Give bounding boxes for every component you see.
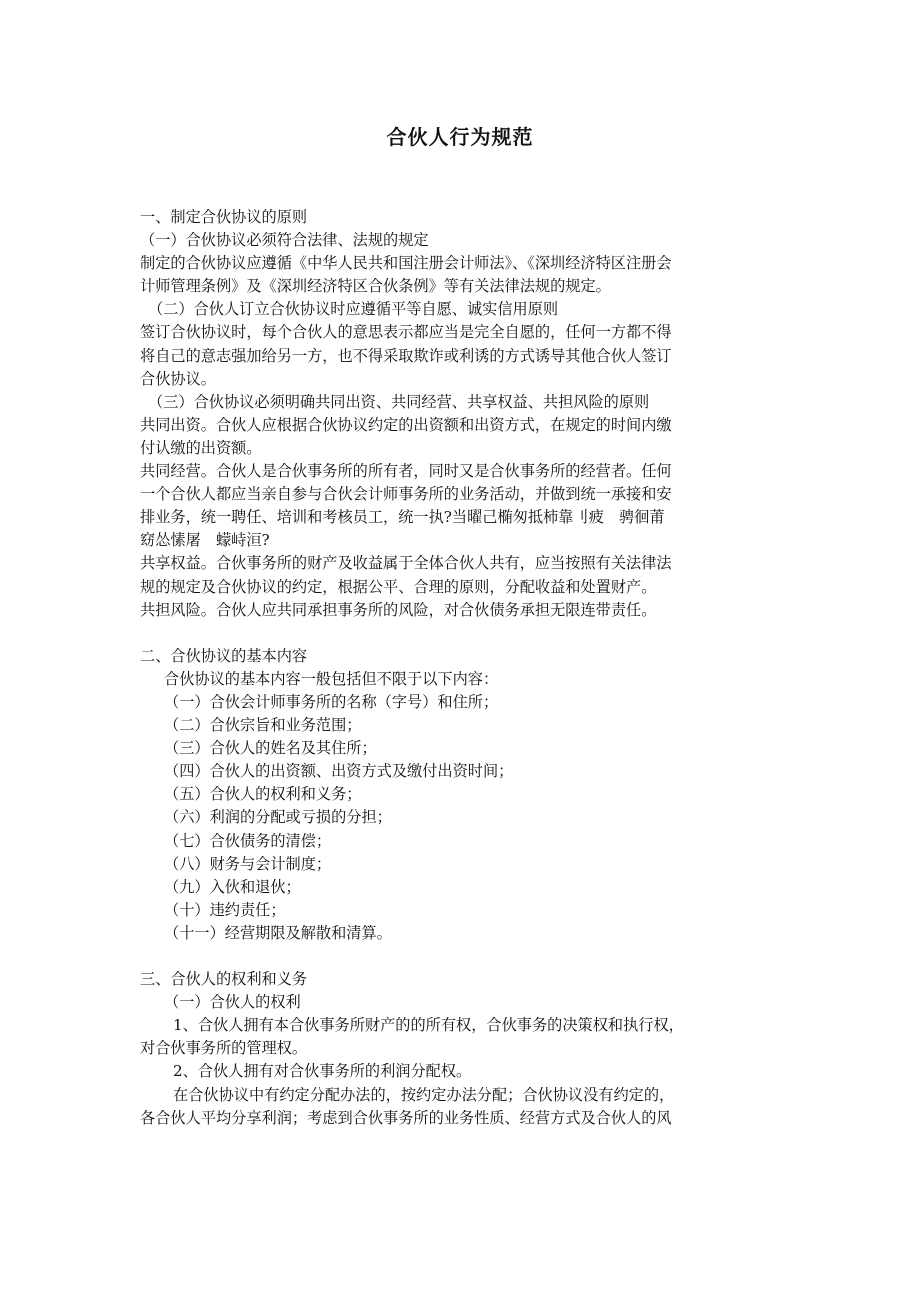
list-item: （二）合伙宗旨和业务范围；: [164, 716, 362, 735]
list-item: （九）入伙和退伙；: [164, 877, 301, 896]
subheading: （一）合伙协议必须符合法律、法规的规定: [140, 231, 429, 250]
paragraph-line: 计师管理条例》及《深圳经济特区合伙条例》等有关法律法规的规定。: [140, 277, 611, 296]
paragraph-line: 规的规定及合伙协议的约定，根据公平、合理的原则，分配收益和处置财产。: [140, 577, 657, 596]
paragraph-line: 签订合伙协议时，每个合伙人的意思表示都应当是完全自愿的，任何一方都不得: [140, 323, 672, 342]
paragraph-line: 2、合伙人拥有对合伙事务所的利润分配权。: [173, 1062, 472, 1081]
paragraph-line: 制定的合伙协议应遵循《中华人民共和国注册会计师法》、《深圳经济特区注册会: [140, 254, 672, 273]
paragraph-line: 各合伙人平均分享利润；考虑到合伙事务所的业务性质、经营方式及合伙人的风: [140, 1108, 672, 1127]
list-item: （八）财务与会计制度；: [164, 854, 332, 873]
paragraph-line: 一个合伙人都应当亲自参与合伙会计师事务所的业务活动，并做到统一承接和安: [140, 485, 672, 504]
paragraph-line: 合伙协议。: [140, 369, 216, 388]
section-heading-3: 三、合伙人的权利和义务: [140, 970, 308, 989]
paragraph-line: 共同经营。合伙人是合伙事务所的所有者，同时又是合伙事务所的经营者。任何: [140, 462, 672, 481]
list-item: （六）利润的分配或亏损的分担；: [164, 808, 392, 827]
paragraph-line: 共担风险。合伙人应共同承担事务所的风险，对合伙债务承担无限连带责任。: [140, 600, 657, 619]
document-title: 合伙人行为规范: [386, 125, 534, 149]
list-item: （五）合伙人的权利和义务；: [164, 785, 362, 804]
paragraph-line: 在合伙协议中有约定分配办法的，按约定办法分配；合伙协议没有约定的，: [173, 1085, 675, 1104]
list-item: （七）合伙债务的清偿；: [164, 831, 332, 850]
paragraph-line: 合伙协议的基本内容一般包括但不限于以下内容：: [164, 669, 499, 688]
document-body: [140, 206, 790, 1130]
paragraph-line: 窈怂愫屠 蠓峙洹?: [140, 531, 270, 550]
list-item: （十一）经营期限及解散和清算。: [164, 923, 392, 942]
paragraph-line: 1、合伙人拥有本合伙事务所财产的的所有权，合伙事务的决策权和执行权，: [173, 1016, 684, 1035]
paragraph-line: 共同出资。合伙人应根据合伙协议约定的出资额和出资方式，在规定的时间内缴: [140, 415, 672, 434]
paragraph-line: 付认缴的出资额。: [140, 438, 262, 457]
paragraph-line: 将自己的意志强加给另一方，也不得采取欺诈或利诱的方式诱导其他合伙人签订: [140, 346, 672, 365]
subheading: （三）合伙协议必须明确共同出资、共同经营、共享权益、共担风险的原则: [148, 392, 650, 411]
paragraph-line: 共享权益。合伙事务所的财产及收益属于全体合伙人共有，应当按照有关法律法: [140, 554, 672, 573]
list-item: （十）违约责任；: [164, 900, 286, 919]
subheading: （二）合伙人订立合伙协议时应遵循平等自愿、诚实信用原则: [148, 300, 559, 319]
subheading: （一）合伙人的权利: [164, 993, 301, 1012]
list-item: （三）合伙人的姓名及其住所；: [164, 739, 377, 758]
paragraph-line: 排业务，统一聘任、培训和考核员工，统一执?当曜己椭匆抵柿靠刂疲 骋徊莆: [140, 508, 665, 527]
section-heading-2: 二、合伙协议的基本内容: [140, 646, 308, 665]
paragraph-line: 对合伙事务所的管理权。: [140, 1039, 308, 1058]
section-heading-1: 一、制定合伙协议的原则: [140, 208, 308, 226]
list-item: （四）合伙人的出资额、出资方式及缴付出资时间；: [164, 762, 514, 781]
list-item: （一）合伙会计师事务所的名称（字号）和住所；: [164, 692, 499, 711]
blank-line: [140, 945, 790, 968]
blank-line: [140, 622, 790, 645]
